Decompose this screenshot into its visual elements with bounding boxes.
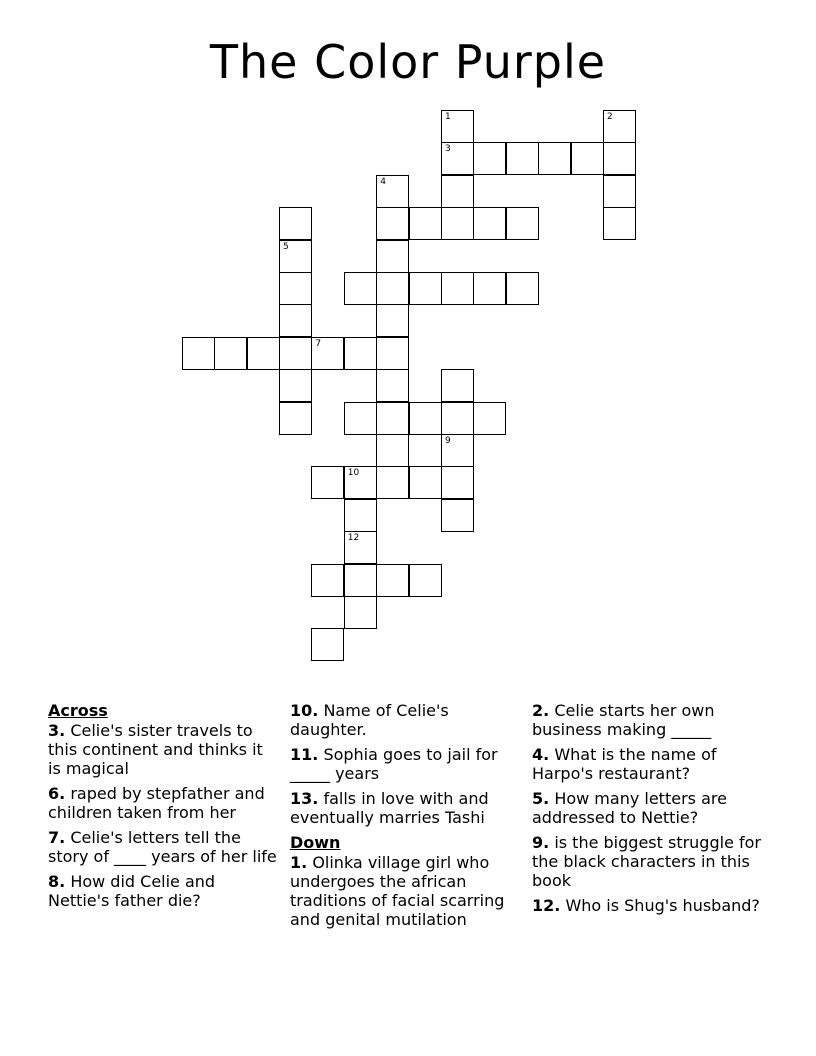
grid-cell[interactable] <box>441 499 474 532</box>
clue-text: How did Celie and Nettie's father die? <box>48 872 216 910</box>
clue-down-4 <box>532 745 772 783</box>
grid-cell[interactable] <box>441 207 474 240</box>
clue-down-12 <box>532 896 772 915</box>
grid-cell[interactable] <box>376 272 409 305</box>
clue-number: 5. <box>532 789 550 808</box>
clue-text: What is the name of Harpo's restaurant? <box>532 745 717 783</box>
clue-number: 9. <box>532 833 550 852</box>
clue-column-2 <box>290 701 526 935</box>
clue-column-3 <box>532 701 772 921</box>
grid-cell[interactable] <box>279 304 312 337</box>
grid-cell[interactable] <box>603 142 636 175</box>
clue-number: 1. <box>290 853 308 872</box>
grid-cell[interactable] <box>571 142 604 175</box>
clue-number-label: 3 <box>445 144 451 155</box>
grid-cell[interactable] <box>214 337 247 370</box>
grid-cell[interactable] <box>344 272 377 305</box>
grid-cell[interactable] <box>344 531 377 564</box>
clue-text: Olinka village girl who undergoes the african traditions of facial scarring and genital mutilation <box>290 853 505 929</box>
down-heading: Down <box>290 833 341 852</box>
grid-cell[interactable] <box>311 337 344 370</box>
clue-number: 7. <box>48 828 66 847</box>
grid-cell[interactable] <box>344 466 377 499</box>
clue-down-2 <box>532 701 772 739</box>
grid-cell[interactable] <box>376 337 409 370</box>
grid-cell[interactable] <box>506 207 539 240</box>
clue-text: falls in love with and eventually marries Tashi <box>290 789 489 827</box>
clue-number-label: 12 <box>347 533 360 544</box>
clue-across-8 <box>48 872 280 910</box>
clue-number-label: 2 <box>607 112 613 122</box>
clue-number: 12. <box>532 896 561 915</box>
clue-number: 11. <box>290 745 319 764</box>
grid-cell[interactable] <box>441 434 474 467</box>
grid-cell[interactable] <box>376 240 409 273</box>
clue-number-label: 10 <box>347 468 360 479</box>
grid-cell[interactable] <box>409 564 442 597</box>
grid-cell[interactable] <box>344 402 377 435</box>
clue-number: 10. <box>290 701 319 720</box>
grid-cell[interactable] <box>441 272 474 305</box>
clue-number: 8. <box>48 872 66 891</box>
clue-text: Sophia goes to jail for _____ years <box>290 745 498 783</box>
grid-cell[interactable] <box>376 175 409 208</box>
grid-cell[interactable] <box>603 110 636 143</box>
grid-cell[interactable] <box>279 240 312 273</box>
clue-text: Name of Celie's daughter. <box>290 701 449 739</box>
grid-cell[interactable] <box>441 369 474 402</box>
grid-cell[interactable] <box>409 272 442 305</box>
grid-cell[interactable] <box>603 175 636 208</box>
grid-cell[interactable] <box>344 499 377 532</box>
clue-down-5 <box>532 789 772 827</box>
grid-cell[interactable] <box>376 402 409 435</box>
puzzle-title: The Color Purple <box>209 35 607 89</box>
clue-text: How many letters are addressed to Nettie? <box>532 789 727 827</box>
grid-cell[interactable] <box>311 564 344 597</box>
clue-number: 2. <box>532 701 550 720</box>
clue-across-6 <box>48 784 280 822</box>
grid-cell[interactable] <box>311 628 344 661</box>
grid-cell[interactable] <box>279 272 312 305</box>
grid-cell[interactable] <box>279 369 312 402</box>
grid-cell[interactable] <box>344 337 377 370</box>
grid-cell[interactable] <box>409 402 442 435</box>
clue-number-label: 9 <box>445 436 451 446</box>
grid-cell[interactable] <box>344 564 377 597</box>
clue-number: 6. <box>48 784 66 803</box>
clue-number-label: 4 <box>380 176 386 187</box>
grid-cell[interactable] <box>441 402 474 435</box>
grid-cell[interactable] <box>376 207 409 240</box>
grid-cell[interactable] <box>409 207 442 240</box>
clue-number-label: 5 <box>283 241 289 252</box>
clue-number: 3. <box>48 721 66 740</box>
clue-text: Who is Shug's husband? <box>565 896 760 915</box>
clue-across-3 <box>48 721 280 778</box>
grid-cell[interactable] <box>473 207 506 240</box>
grid-cell[interactable] <box>441 110 474 143</box>
clue-number: 13. <box>290 789 319 808</box>
grid-cell[interactable] <box>441 466 474 499</box>
grid-cell[interactable] <box>279 402 312 435</box>
grid-cell[interactable] <box>376 369 409 402</box>
grid-cell[interactable] <box>311 466 344 499</box>
grid-cell[interactable] <box>473 142 506 175</box>
grid-cell[interactable] <box>441 142 474 175</box>
grid-cell[interactable] <box>603 207 636 240</box>
grid-cell[interactable] <box>506 142 539 175</box>
clue-text: Celie starts her own business making _____ <box>532 701 715 739</box>
clue-text: is the biggest struggle for the black characters in this book <box>532 833 761 890</box>
grid-cell[interactable] <box>376 304 409 337</box>
grid-cell[interactable] <box>376 564 409 597</box>
clue-text: raped by stepfather and children taken from her <box>48 784 265 822</box>
clue-across-13 <box>290 789 526 827</box>
clue-down-1 <box>290 853 526 929</box>
grid-cell[interactable] <box>376 466 409 499</box>
grid-cell[interactable] <box>247 337 280 370</box>
grid-cell[interactable] <box>506 272 539 305</box>
clue-across-11 <box>290 745 526 783</box>
clue-text: Celie's sister travels to this continent and thinks it is magical <box>48 721 263 778</box>
clue-across-7 <box>48 828 280 866</box>
clue-column-1 <box>48 701 280 916</box>
grid-cell[interactable] <box>344 596 377 629</box>
clue-across-10 <box>290 701 526 739</box>
grid-cell[interactable] <box>409 466 442 499</box>
clue-number: 4. <box>532 745 550 764</box>
clue-down-9 <box>532 833 772 890</box>
grid-cell[interactable] <box>279 337 312 370</box>
clue-text: Celie's letters tell the story of ____ years of her life <box>48 828 277 866</box>
grid-cell[interactable] <box>376 434 409 467</box>
grid-cell[interactable] <box>441 175 474 208</box>
grid-cell[interactable] <box>473 272 506 305</box>
grid-cell[interactable] <box>279 207 312 240</box>
clue-number-label: 1 <box>445 112 451 122</box>
across-heading: Across <box>48 701 108 720</box>
grid-cell[interactable] <box>538 142 571 175</box>
grid-cell[interactable] <box>473 402 506 435</box>
grid-cell[interactable] <box>182 337 215 370</box>
clue-number-label: 7 <box>315 338 322 349</box>
